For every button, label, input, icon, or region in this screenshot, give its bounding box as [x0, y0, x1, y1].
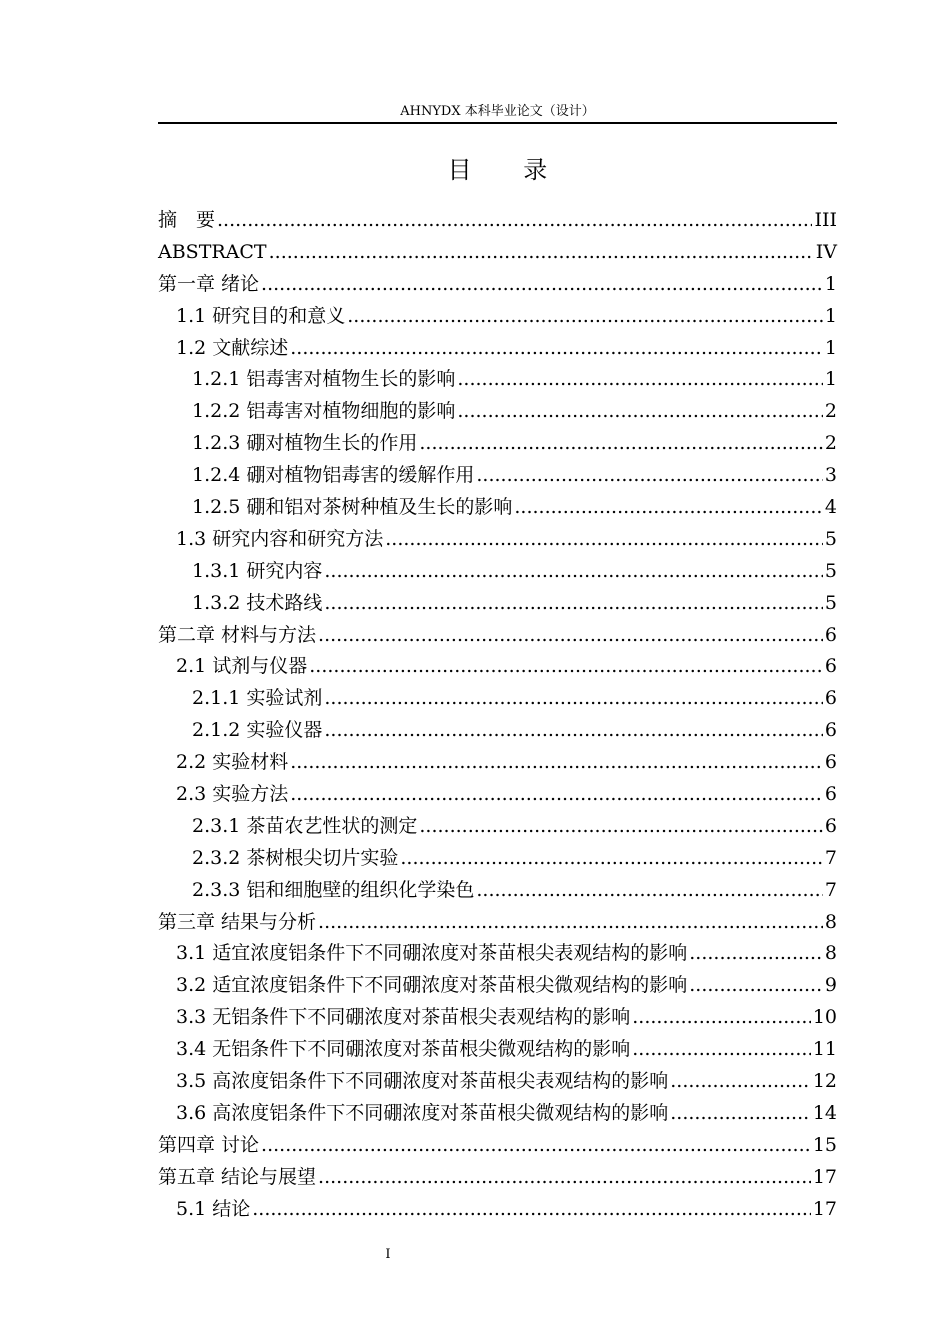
toc-entry[interactable] — [158, 301, 837, 333]
toc-entry-page: 6 — [824, 623, 837, 646]
toc-entry[interactable] — [158, 588, 837, 620]
toc-entry[interactable] — [158, 524, 837, 556]
toc-entry-page: IV — [815, 240, 837, 263]
dot-leader — [261, 269, 823, 301]
dot-leader — [457, 364, 823, 396]
toc-entry-page: 7 — [824, 846, 837, 869]
toc-entry-text: 第三章 结果与分析 — [158, 910, 317, 933]
toc-entry-page: III — [814, 209, 837, 231]
header-rule — [158, 122, 837, 124]
toc-entry-page: 1 — [824, 272, 837, 295]
toc-entry-text: 2.1.1 实验试剂 — [192, 687, 323, 710]
toc-entry-page: 1 — [824, 368, 837, 391]
toc-entry[interactable] — [158, 620, 837, 652]
dot-leader — [476, 875, 823, 907]
toc-entry-page: 1 — [824, 336, 837, 359]
toc-entry-text: 第五章 结论与展望 — [158, 1165, 317, 1188]
toc-entry-page: 2 — [824, 400, 837, 423]
toc-entry[interactable] — [158, 237, 837, 269]
dot-leader — [318, 907, 823, 939]
toc-entry-page: 6 — [824, 687, 837, 710]
toc-entry-page: 2 — [824, 432, 837, 455]
toc-entry-text: 摘 要 — [158, 209, 216, 231]
toc-entry-page: 5 — [824, 591, 837, 614]
toc-entry-text: 5.1 结论 — [176, 1197, 251, 1220]
toc-entry-text: ABSTRACT — [158, 240, 267, 263]
toc-entry-text: 1.2.2 铝毒害对植物细胞的影响 — [192, 400, 456, 423]
toc-entry-page: 4 — [824, 496, 837, 519]
toc-entry-page: 1 — [824, 304, 837, 327]
toc-title: 目 录 — [447, 156, 570, 184]
toc-entry-text: 3.6 高浓度铝条件下不同硼浓度对茶苗根尖微观结构的影响 — [176, 1101, 669, 1124]
toc-entry-page: 17 — [812, 1197, 837, 1220]
toc-entry[interactable] — [158, 1130, 837, 1162]
toc-entry[interactable] — [158, 907, 837, 939]
dot-leader — [324, 715, 823, 747]
dot-leader — [252, 1194, 811, 1226]
dot-leader — [689, 970, 823, 1002]
toc-entry-page: 8 — [824, 910, 837, 933]
dot-leader — [670, 1098, 811, 1130]
toc-entry-text: 2.3.1 茶苗农艺性状的测定 — [192, 814, 418, 837]
toc-entry[interactable] — [158, 970, 837, 1002]
toc-entry-text: 1.2.3 硼对植物生长的作用 — [192, 432, 418, 455]
toc-entry[interactable] — [158, 428, 837, 460]
toc-entry-page: 12 — [812, 1070, 837, 1093]
dot-leader — [632, 1002, 811, 1034]
toc-entry[interactable] — [158, 556, 837, 588]
toc-entry-text: 2.3 实验方法 — [176, 783, 289, 806]
dot-leader — [318, 620, 823, 652]
dot-leader — [324, 556, 823, 588]
toc-entry-text: 1.2.1 铝毒害对植物生长的影响 — [192, 368, 456, 391]
toc-entry-text: 3.5 高浓度铝条件下不同硼浓度对茶苗根尖表观结构的影响 — [176, 1070, 669, 1093]
page-number: I — [385, 1247, 391, 1262]
toc-entry-page: 14 — [812, 1101, 837, 1124]
dot-leader — [632, 1034, 811, 1066]
dot-leader — [514, 492, 823, 524]
toc-entry[interactable] — [158, 1194, 837, 1226]
toc-entry-text: 1.1 研究目的和意义 — [176, 304, 346, 327]
toc-entry[interactable] — [158, 683, 837, 715]
toc-entry[interactable] — [158, 333, 837, 365]
toc-entry[interactable] — [158, 269, 837, 301]
toc-entry[interactable] — [158, 779, 837, 811]
toc-entry-page: 7 — [824, 878, 837, 901]
toc-entry-text: 2.3.2 茶树根尖切片实验 — [192, 846, 399, 869]
toc-entry[interactable] — [158, 843, 837, 875]
dot-leader — [269, 237, 814, 269]
toc-entry[interactable] — [158, 938, 837, 970]
toc-entry-text: 1.3.2 技术路线 — [192, 591, 323, 614]
toc-entry-page: 11 — [812, 1038, 837, 1061]
dot-leader — [347, 301, 823, 333]
toc-entry-text: 3.4 无铝条件下不同硼浓度对茶苗根尖微观结构的影响 — [176, 1038, 631, 1061]
toc-entry-text: 1.2.4 硼对植物铝毒害的缓解作用 — [192, 464, 475, 487]
toc-entry-page: 17 — [812, 1165, 837, 1188]
toc-entry-page: 10 — [812, 1006, 837, 1029]
toc-entry-text: 2.1 试剂与仪器 — [176, 655, 308, 678]
toc-entry-text: 2.1.2 实验仪器 — [192, 719, 323, 742]
toc-entry-page: 6 — [824, 751, 837, 774]
toc-entry[interactable] — [158, 875, 837, 907]
dot-leader — [457, 396, 823, 428]
toc-entry-text: 3.2 适宜浓度铝条件下不同硼浓度对茶苗根尖微观结构的影响 — [176, 974, 688, 997]
dot-leader — [324, 588, 823, 620]
toc-entry-page: 6 — [824, 719, 837, 742]
toc-entry[interactable] — [158, 205, 837, 237]
toc-entry-text: 第四章 讨论 — [158, 1133, 260, 1156]
toc-entry[interactable] — [158, 364, 837, 396]
toc-entry-page: 5 — [824, 559, 837, 582]
toc-entry-text: 2.2 实验材料 — [176, 751, 289, 774]
toc-entry-text: 1.2.5 硼和铝对茶树种植及生长的影响 — [192, 496, 513, 519]
toc-entry[interactable] — [158, 460, 837, 492]
dot-leader — [261, 1130, 811, 1162]
toc-entry[interactable] — [158, 1162, 837, 1194]
toc-entry-page: 6 — [824, 655, 837, 678]
toc-entry[interactable] — [158, 1066, 837, 1098]
toc-entry[interactable] — [158, 715, 837, 747]
toc-entry[interactable] — [158, 396, 837, 428]
toc-entry[interactable] — [158, 747, 837, 779]
toc-entry[interactable] — [158, 651, 837, 683]
dot-leader — [476, 460, 823, 492]
running-header: AHNYDX 本科毕业论文（设计） — [400, 104, 595, 119]
dot-leader — [318, 1162, 811, 1194]
toc-entry[interactable] — [158, 1002, 837, 1034]
toc-entry[interactable] — [158, 1034, 837, 1066]
toc-entry-text: 第一章 绪论 — [158, 272, 260, 295]
dot-leader — [385, 524, 823, 556]
toc-entry-page: 6 — [824, 783, 837, 806]
dot-leader — [217, 205, 812, 237]
dot-leader — [290, 747, 823, 779]
toc-entry-text: 1.3 研究内容和研究方法 — [176, 527, 384, 550]
toc-entry-page: 15 — [812, 1133, 837, 1156]
toc-entry-page: 9 — [824, 974, 837, 997]
dot-leader — [670, 1066, 811, 1098]
toc-entry-page: 8 — [824, 942, 837, 965]
dot-leader — [324, 683, 823, 715]
dot-leader — [290, 333, 823, 365]
dot-leader — [290, 779, 823, 811]
dot-leader — [400, 843, 823, 875]
toc-entry[interactable] — [158, 1098, 837, 1130]
toc-entry-text: 3.3 无铝条件下不同硼浓度对茶苗根尖表观结构的影响 — [176, 1006, 631, 1029]
toc-entry-text: 1.3.1 研究内容 — [192, 559, 323, 582]
toc-entry[interactable] — [158, 811, 837, 843]
table-of-contents — [158, 205, 837, 1226]
toc-entry-text: 3.1 适宜浓度铝条件下不同硼浓度对茶苗根尖表观结构的影响 — [176, 942, 688, 965]
toc-entry-page: 3 — [824, 464, 837, 487]
toc-entry-text: 1.2 文献综述 — [176, 336, 289, 359]
dot-leader — [689, 938, 823, 970]
toc-entry[interactable] — [158, 492, 837, 524]
dot-leader — [419, 811, 823, 843]
toc-entry-page: 5 — [824, 527, 837, 550]
dot-leader — [419, 428, 823, 460]
toc-entry-text: 第二章 材料与方法 — [158, 623, 317, 646]
dot-leader — [309, 651, 823, 683]
toc-entry-text: 2.3.3 铝和细胞壁的组织化学染色 — [192, 878, 475, 901]
toc-entry-page: 6 — [824, 814, 837, 837]
